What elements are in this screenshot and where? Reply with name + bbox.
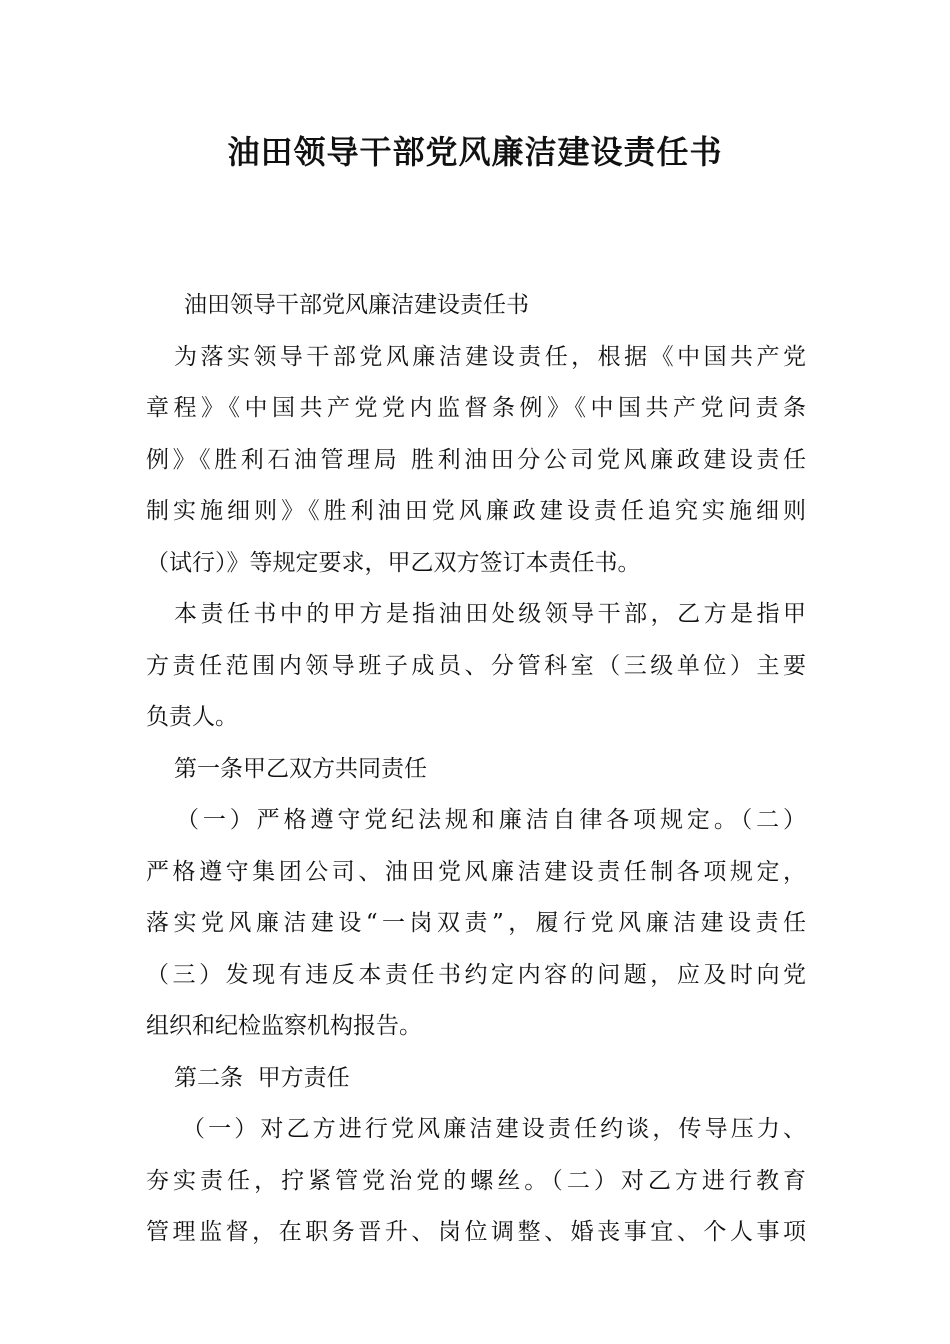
- text-line: （试行）》等规定要求，甲乙双方签订本责任书。: [146, 549, 641, 576]
- text-line: （三）发现有违反本责任书约定内容的问题，应及时向党: [146, 961, 806, 988]
- text-line: 章程》《中国共产党党内监督条例》《中国共产党问责条: [146, 395, 806, 421]
- text-line: 第一条甲乙双方共同责任: [174, 755, 427, 782]
- text-line: 负责人。: [146, 704, 238, 730]
- text-line: 制实施细则》《胜利油田党风廉政建设责任追究实施细则: [146, 498, 806, 524]
- text-line: （一）对乙方进行党风廉洁建设责任约谈，传导压力、: [182, 1116, 806, 1142]
- document-body: [146, 280, 806, 1259]
- text-line: 组织和纪检监察机构报告。: [146, 1013, 422, 1039]
- text-line: 落实党风廉洁建设“一岗双责”，履行党风廉洁建设责任: [146, 910, 806, 936]
- text-line: 油田领导干部党风廉洁建设责任书: [184, 292, 529, 318]
- text-line: 为落实领导干部党风廉洁建设责任，根据《中国共产党: [174, 343, 806, 370]
- document-title: 油田领导干部党风廉洁建设责任书: [227, 133, 723, 171]
- text-line: 方责任范围内领导班子成员、分管科室（三级单位）主要: [146, 652, 806, 679]
- text-line: 管理监督，在职务晋升、岗位调整、婚丧事宜、个人事项: [146, 1219, 806, 1245]
- text-line: 第二条 甲方责任: [174, 1064, 350, 1091]
- text-line: 例》《胜利石油管理局 胜利油田分公司党风廉政建设责任: [146, 446, 806, 473]
- text-line: 本责任书中的甲方是指油田处级领导干部，乙方是指甲: [174, 601, 806, 627]
- text-line: 严格遵守集团公司、油田党风廉洁建设责任制各项规定，: [146, 858, 806, 885]
- text-line: （一）严格遵守党纪法规和廉洁自律各项规定。（二）: [176, 807, 806, 833]
- text-line: 夯实责任，拧紧管党治党的螺丝。（二）对乙方进行教育: [146, 1167, 806, 1194]
